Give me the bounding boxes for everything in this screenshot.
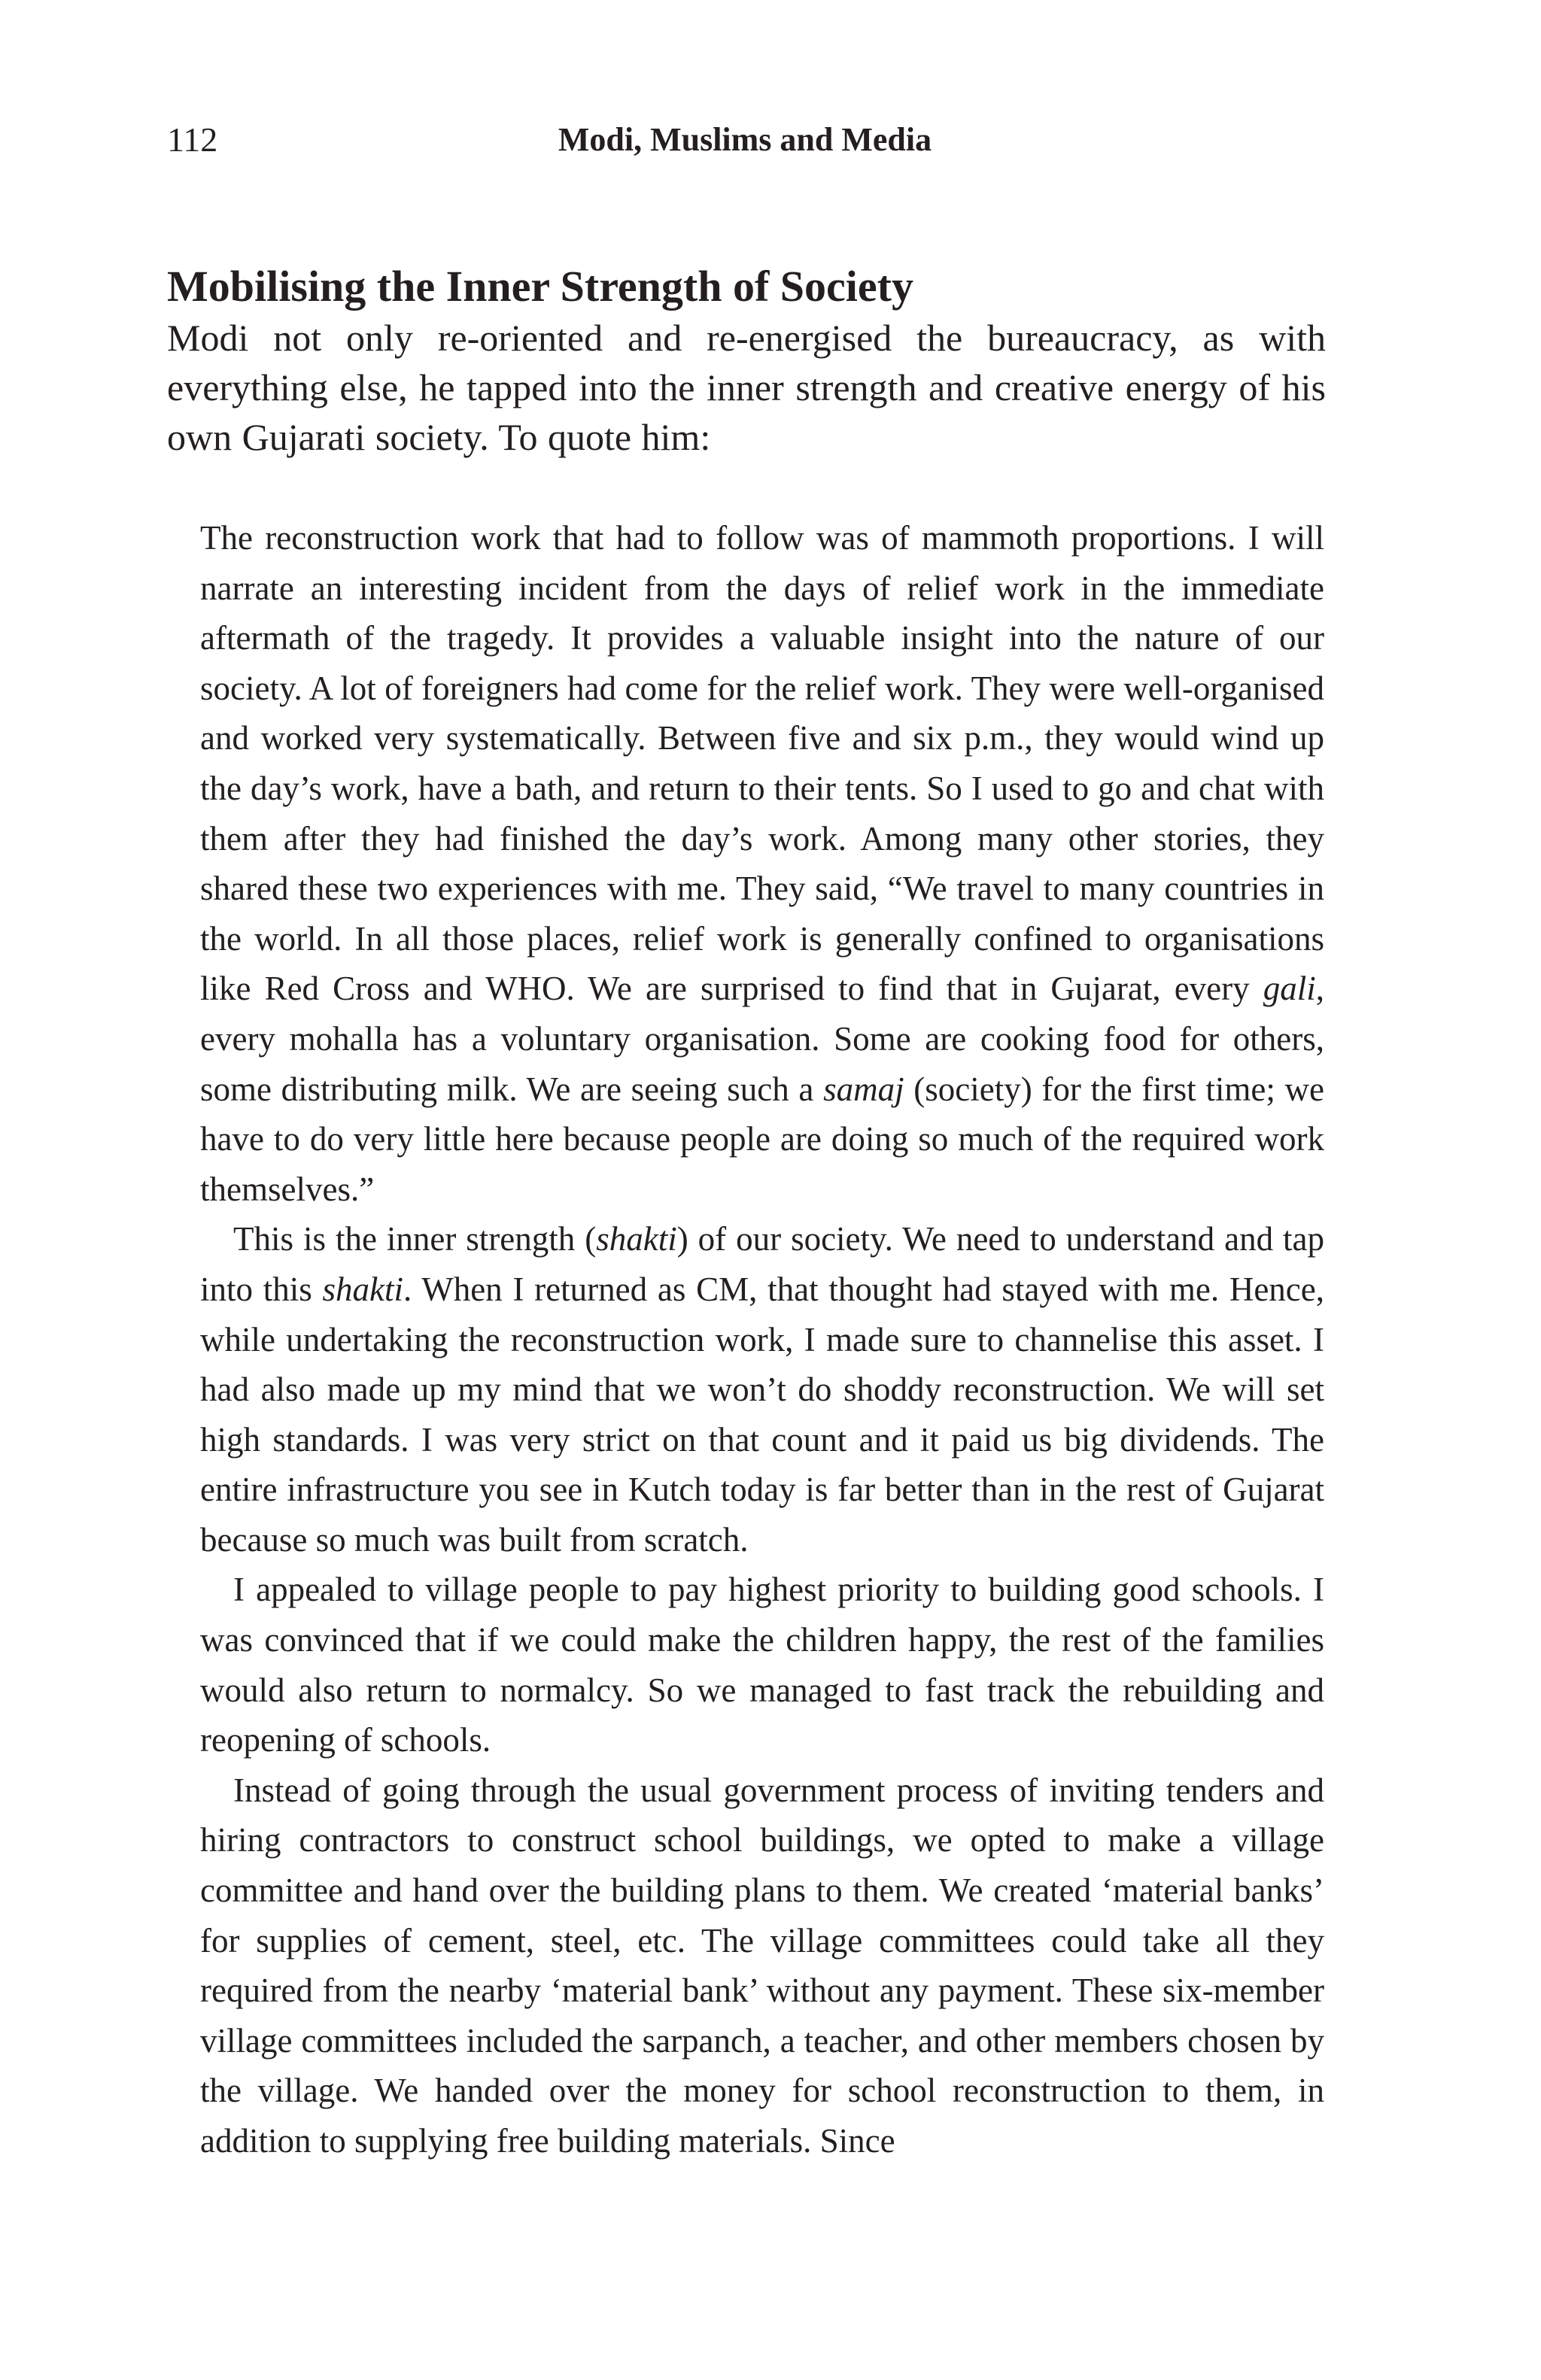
italic-term: samaj	[823, 1070, 904, 1108]
italic-term: gali	[1263, 970, 1316, 1008]
quote-paragraph-1	[200, 513, 1324, 1214]
italic-term: shakti	[322, 1270, 404, 1308]
quote-paragraph-3: I appealed to village people to pay highest priority to building good schools. I was convinced that if we could make the children happy, the rest of the families would also return to normalcy. So we managed to fast track the rebuilding and reopening of schools.	[200, 1571, 1324, 1759]
quote-paragraph-2	[200, 1214, 1324, 1565]
section-heading: Mobilising the Inner Strength of Society	[167, 262, 913, 311]
block-quote	[200, 513, 1324, 2166]
quote-text: The reconstruction work that had to follow was of mammoth proportions. I will narrate an interesting incident from the days of relief work in the immediate aftermath of the tragedy. It provides a valuable insight into the nature of our society. A lot of foreigners had come for the relief work. They were well-organised and worked very systematically. Between five and six p.m., they would wind up the day’s work, have a bath, and return to their tents. So I used to go and chat with them after they had finished the day’s work. Among many other stories, they shared these two experiences with me. They said, “We travel to many countries in the world. In all those places, relief work is generally confined to organisations like Red Cross and WHO. We are surprised to find that in Gujarat, every	[200, 519, 1324, 1008]
quote-text: . When I returned as CM, that thought had stayed with me. Hence, while undertaking the reconstruction work, I made sure to channelise this asset. I had also made up my mind that we won’t do shoddy reconstruction. We will set high standards. I was very strict on that count and it paid us big dividends. The entire infrastructure you see in Kutch today is far better than in the rest of Gujarat because so much was built from scratch.	[200, 1270, 1324, 1559]
running-title: Modi, Muslims and Media	[558, 121, 932, 158]
quote-text: This is the inner strength (	[233, 1220, 597, 1258]
italic-term: shakti	[596, 1220, 677, 1258]
quote-paragraph-4: Instead of going through the usual government process of inviting tenders and hiring contractors to construct school buildings, we opted to make a village committee and hand over the building plans to them. We created ‘material banks’ for supplies of cement, steel, etc. The village committees could take all they required from the nearby ‘material bank’ without any payment. These six-member village committees included the sarpanch, a teacher, and other members chosen by the village. We handed over the money for school reconstruction to them, in addition to supplying free building materials. Since	[200, 1771, 1324, 2160]
quote-text: (society) for the first time; we have to do very little here because people are doing so much of the required work themselves.”	[200, 1070, 1324, 1208]
page-number: 112	[167, 120, 218, 159]
quote-text: , every mohalla has a voluntary organisation. Some are cooking food for others, some distributing milk. We are seeing such a	[200, 970, 1324, 1108]
intro-paragraph: Modi not only re-oriented and re-energised the bureaucracy, as with everything else, he tapped into the inner strength and creative energy of his own Gujarati society. To quote him:	[167, 317, 1326, 458]
quote-text: ) of our society. We need to understand and tap into this	[200, 1220, 1325, 1308]
